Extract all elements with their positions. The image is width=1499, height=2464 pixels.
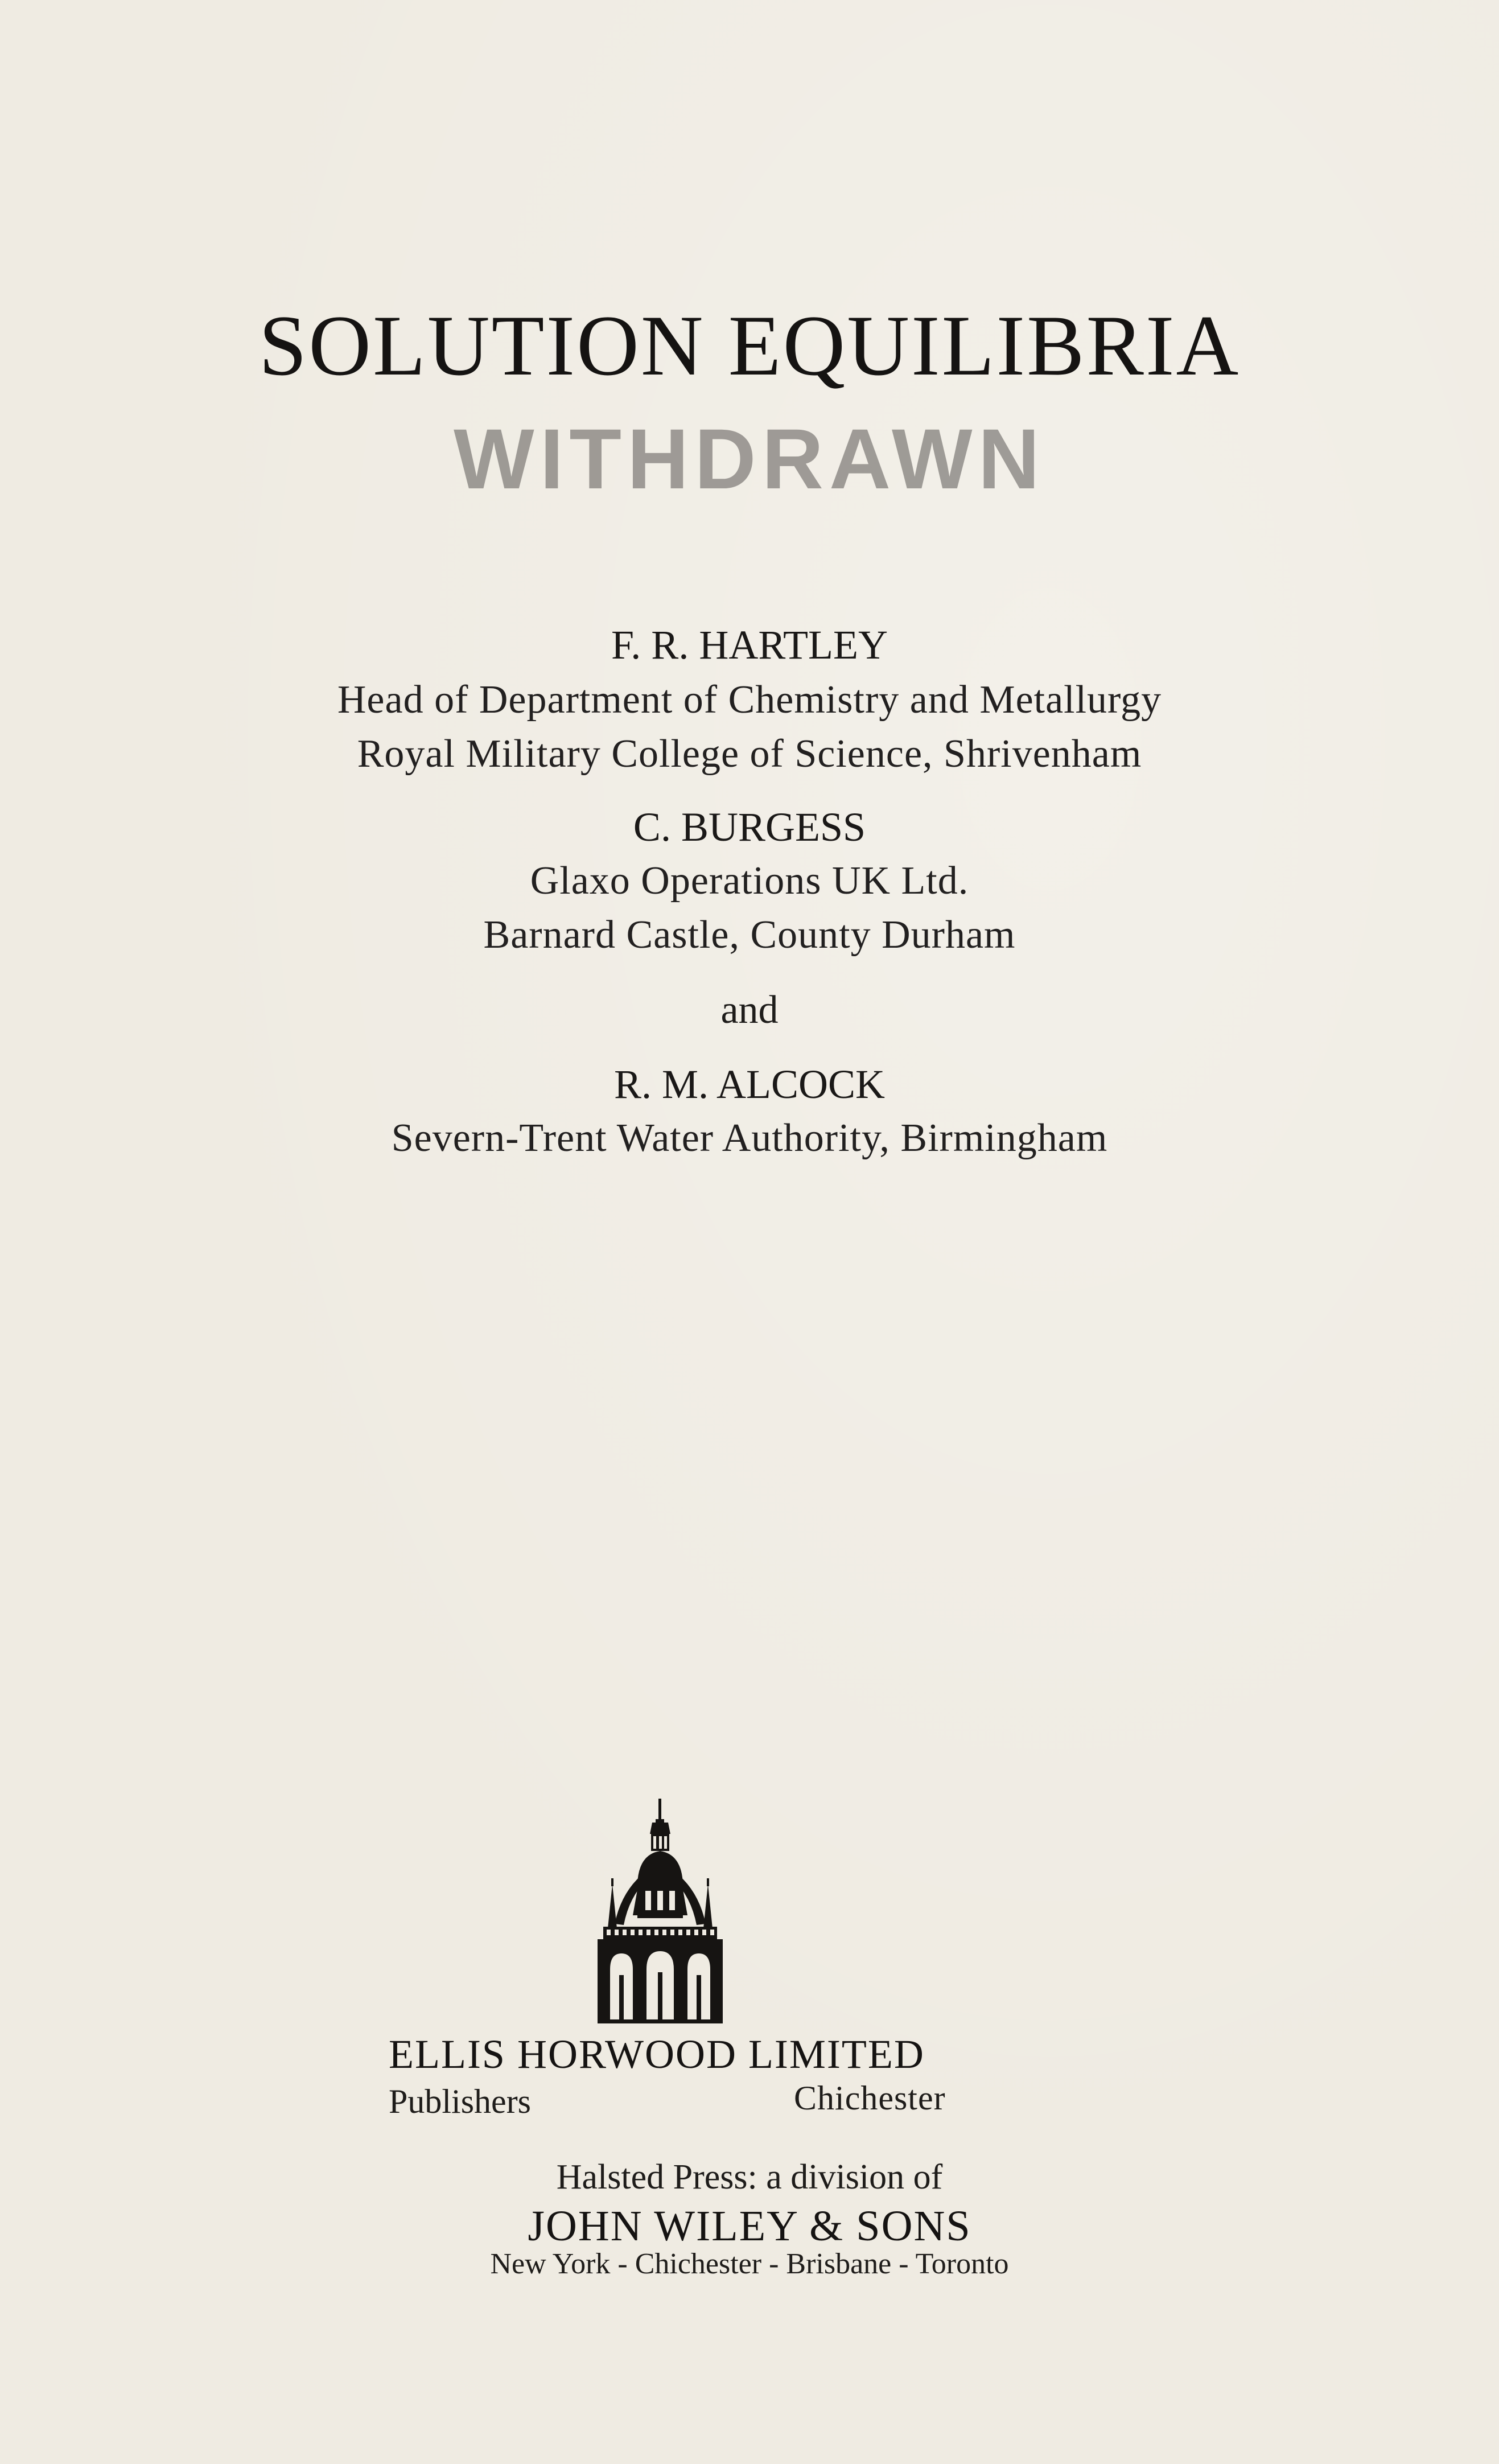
distributor-name: JOHN WILEY & SONS [528,2202,971,2250]
author-affiliation-line: Glaxo Operations UK Ltd. [530,859,969,903]
publisher-place: Chichester [794,2079,946,2117]
author-affiliation-line: Head of Department of Chemistry and Metallurgy [337,678,1162,722]
author-affiliation-line: Barnard Castle, County Durham [483,913,1016,957]
distributor-line: Halsted Press: a division of [556,2158,943,2196]
author-affiliation-line: Royal Military College of Science, Shrivenham [357,732,1142,776]
withdrawn-stamp: WITHDRAWN [454,411,1045,507]
author-name-alcock: R. M. ALCOCK [613,1062,886,1107]
book-title: SOLUTION EQUILIBRIA [258,298,1241,393]
market-cross-logo-icon [598,1799,723,2023]
author-affiliation-line: Severn-Trent Water Authority, Birmingham [391,1116,1108,1160]
publisher-role: Publishers [389,2083,532,2120]
distributor-cities: New York - Chichester - Brisbane - Toronto [490,2248,1009,2280]
author-name-burgess: C. BURGESS [633,804,866,850]
author-name-hartley: F. R. HARTLEY [611,622,888,668]
publisher-name: ELLIS HORWOOD LIMITED [389,2031,925,2077]
author-conjunction: and [720,988,779,1032]
